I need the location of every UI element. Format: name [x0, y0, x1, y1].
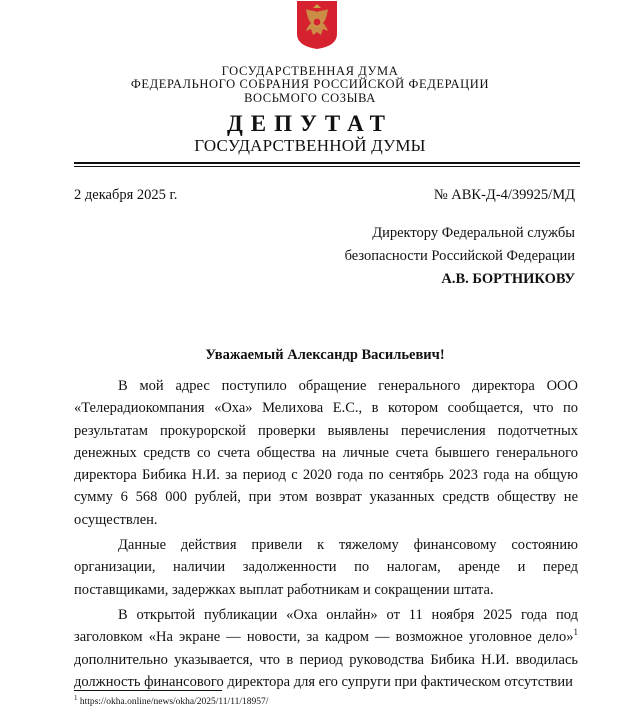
addressee-name: А.В. БОРТНИКОВУ — [441, 271, 575, 287]
paragraph-1: В мой адрес поступило обращение генерального директора ООО «Телерадиокомпания «Оха» Мелихова Е.С., в котором сообщается, что по результатам прокурорской проверки выявлены перечисления подотчетных денежных средств со счета общества на личные счета бывшего генерального директора Бибика Н.И. за период с 2020 года по сентябрь 2023 года на общую сумму 6 568 000 рублей, при этом возврат указанных средств обществу не осуществлен. — [74, 378, 578, 528]
header-line-assembly: ФЕДЕРАЛЬНОГО СОБРАНИЯ РОССИЙСКОЙ ФЕДЕРАЦИИ — [130, 77, 490, 91]
footnote — [74, 693, 269, 708]
addressee-line-1: Директору Федеральной службы — [372, 225, 575, 241]
header-rule-thick — [74, 162, 580, 164]
footnote-link: https://okha.online/news/okha/2025/11/11/18957/ — [77, 697, 269, 707]
addressee-line-2: безопасности Российской Федерации — [344, 248, 575, 264]
header-title: ДЕПУТАТ — [226, 111, 394, 136]
footnote-marker: 1 — [74, 693, 78, 702]
header-rule-thin — [74, 166, 580, 167]
coat-of-arms-icon — [296, 0, 338, 50]
footnote-rule — [74, 690, 222, 691]
addressee-block — [345, 222, 575, 291]
paragraph-3-start: В открытой публикации «Оха онлайн» от 11 ноября 2025 года под заголовком «На экране — новости, за кадром — возможное уголовное дело» — [74, 606, 578, 646]
paragraph-3 — [74, 604, 578, 693]
header-subtitle: ГОСУДАРСТВЕННОЙ ДУМЫ — [194, 136, 426, 155]
paragraph-2: Данные действия привели к тяжелому финансовому состоянию организации, наличии задолженности по налогам, аренде и перед поставщиками, задержках выплат работникам и сокращении штата. — [74, 537, 578, 598]
letter-number: № АВК-Д-4/39925/МД — [433, 187, 575, 203]
salutation: Уважаемый Александр Васильевич! — [205, 347, 445, 363]
letter-date: 2 декабря 2025 г. — [74, 187, 178, 203]
letter-body — [74, 375, 578, 696]
footnote-ref: 1 — [573, 627, 578, 638]
paragraph-3-end: дополнительно указывается, что в период руководства Бибика Н.И. вводилась должность финансового директора для его супруги при фактическом отсутствии — [74, 651, 578, 690]
header-line-duma: ГОСУДАРСТВЕННАЯ ДУМА — [221, 64, 399, 78]
header-line-convocation: ВОСЬМОГО СОЗЫВА — [244, 91, 376, 105]
